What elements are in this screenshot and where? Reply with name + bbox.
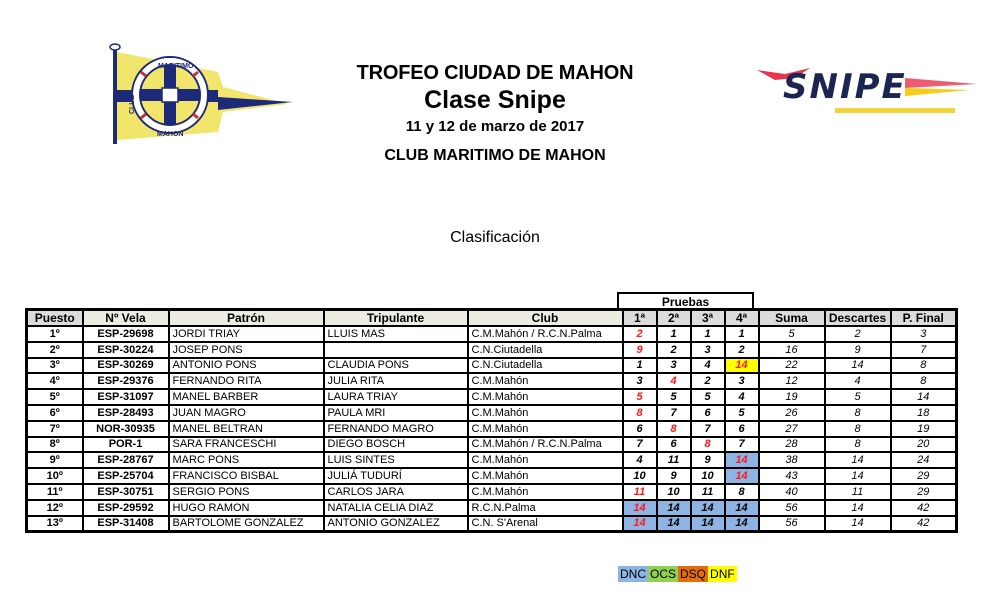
helm-cell: MANEL BARBER xyxy=(169,389,324,405)
crew-cell: LAURA TRIAY xyxy=(324,389,468,405)
race-1-cell: 7 xyxy=(623,437,657,453)
race-2-cell: 5 xyxy=(657,389,691,405)
club-maritimo-mahon-logo xyxy=(108,42,298,147)
race-1-cell: 2 xyxy=(623,326,657,342)
club-cell: C.M.Mahón / R.C.N.Palma xyxy=(468,326,623,342)
final-points-cell: 20 xyxy=(891,437,957,453)
race-4-cell: 14 xyxy=(725,500,759,516)
event-title: TROFEO CIUDAD DE MAHON xyxy=(356,62,634,84)
col-race-3: 3ª xyxy=(691,310,725,327)
sail-number-cell: ESP-30224 xyxy=(83,342,169,358)
race-4-cell: 3 xyxy=(725,373,759,389)
race-2-cell: 4 xyxy=(657,373,691,389)
table-row xyxy=(27,468,957,484)
position-cell: 13º xyxy=(27,516,83,532)
race-1-cell: 11 xyxy=(623,484,657,500)
position-cell: 5º xyxy=(27,389,83,405)
race-4-cell: 4 xyxy=(725,389,759,405)
race-2-cell: 8 xyxy=(657,421,691,437)
sail-number-cell: ESP-29592 xyxy=(83,500,169,516)
helm-cell: BARTOLOME GONZALEZ xyxy=(169,516,324,532)
helm-cell: SERGIO PONS xyxy=(169,484,324,500)
club-cell: C.M.Mahón xyxy=(468,484,623,500)
table-header-row xyxy=(27,310,957,327)
race-3-cell: 7 xyxy=(691,421,725,437)
race-3-cell: 14 xyxy=(691,500,725,516)
discards-cell: 8 xyxy=(825,437,891,453)
discards-cell: 5 xyxy=(825,389,891,405)
sail-number-cell: ESP-30269 xyxy=(83,358,169,374)
race-2-cell: 14 xyxy=(657,516,691,532)
total-cell: 26 xyxy=(759,405,825,421)
col-patron: Patrón xyxy=(169,310,324,327)
race-1-cell: 1 xyxy=(623,358,657,374)
final-points-cell: 3 xyxy=(891,326,957,342)
table-row xyxy=(27,421,957,437)
discards-cell: 11 xyxy=(825,484,891,500)
club-cell: R.C.N.Palma xyxy=(468,500,623,516)
col-club: Club xyxy=(468,310,623,327)
helm-cell: JORDI TRIAY xyxy=(169,326,324,342)
club-cell: C.N. S'Arenal xyxy=(468,516,623,532)
total-cell: 38 xyxy=(759,452,825,468)
position-cell: 12º xyxy=(27,500,83,516)
section-title: Clasificación xyxy=(450,229,540,246)
table-row xyxy=(27,500,957,516)
helm-cell: SARA FRANCESCHI xyxy=(169,437,324,453)
club-cell: C.M.Mahón / R.C.N.Palma xyxy=(468,437,623,453)
race-2-cell: 3 xyxy=(657,358,691,374)
final-points-cell: 8 xyxy=(891,358,957,374)
crew-cell: CARLOS JARA xyxy=(324,484,468,500)
total-cell: 56 xyxy=(759,516,825,532)
table-row xyxy=(27,389,957,405)
sail-number-cell: ESP-31408 xyxy=(83,516,169,532)
col-vela: Nº Vela xyxy=(83,310,169,327)
race-2-cell: 7 xyxy=(657,405,691,421)
race-1-cell: 8 xyxy=(623,405,657,421)
final-points-cell: 14 xyxy=(891,389,957,405)
club-cell: C.N.Ciutadella xyxy=(468,358,623,374)
race-4-cell: 14 xyxy=(725,452,759,468)
total-cell: 22 xyxy=(759,358,825,374)
helm-cell: ANTONIO PONS xyxy=(169,358,324,374)
discards-cell: 9 xyxy=(825,342,891,358)
race-3-cell: 11 xyxy=(691,484,725,500)
total-cell: 43 xyxy=(759,468,825,484)
event-class: Clase Snipe xyxy=(424,86,566,114)
total-cell: 56 xyxy=(759,500,825,516)
race-4-cell: 14 xyxy=(725,468,759,484)
race-3-cell: 10 xyxy=(691,468,725,484)
col-race-1: 1ª xyxy=(623,310,657,327)
total-cell: 28 xyxy=(759,437,825,453)
race-1-cell: 10 xyxy=(623,468,657,484)
svg-text:SNIPE: SNIPE xyxy=(783,67,907,107)
table-row xyxy=(27,373,957,389)
svg-text:MAHON: MAHON xyxy=(157,131,184,138)
legend-dnf: DNF xyxy=(710,567,735,581)
table-row xyxy=(27,516,957,532)
total-cell: 16 xyxy=(759,342,825,358)
final-points-cell: 24 xyxy=(891,452,957,468)
race-3-cell: 2 xyxy=(691,373,725,389)
final-points-cell: 18 xyxy=(891,405,957,421)
legend-dsq: DSQ xyxy=(680,567,707,581)
final-points-cell: 19 xyxy=(891,421,957,437)
helm-cell: MARC PONS xyxy=(169,452,324,468)
col-final: P. Final xyxy=(891,310,957,327)
crew-cell: JULIA RITA xyxy=(324,373,468,389)
discards-cell: 14 xyxy=(825,500,891,516)
sail-number-cell: NOR-30935 xyxy=(83,421,169,437)
crew-cell: PAULA MRI xyxy=(324,405,468,421)
crew-cell: FERNANDO MAGRO xyxy=(324,421,468,437)
discards-cell: 4 xyxy=(825,373,891,389)
position-cell: 11º xyxy=(27,484,83,500)
sail-number-cell: ESP-29698 xyxy=(83,326,169,342)
legend-dnc: DNC xyxy=(620,567,646,581)
col-tripulante: Tripulante xyxy=(324,310,468,327)
discards-cell: 8 xyxy=(825,405,891,421)
race-4-cell: 6 xyxy=(725,421,759,437)
race-3-cell: 1 xyxy=(691,326,725,342)
race-1-cell: 5 xyxy=(623,389,657,405)
race-1-cell: 9 xyxy=(623,342,657,358)
club-cell: C.M.Mahón xyxy=(468,452,623,468)
sail-number-cell: POR-1 xyxy=(83,437,169,453)
discards-cell: 14 xyxy=(825,516,891,532)
club-cell: C.M.Mahón xyxy=(468,421,623,437)
race-2-cell: 1 xyxy=(657,326,691,342)
final-points-cell: 8 xyxy=(891,373,957,389)
svg-text:MARITIMO: MARITIMO xyxy=(158,63,194,70)
helm-cell: MANEL BELTRAN xyxy=(169,421,324,437)
final-points-cell: 29 xyxy=(891,484,957,500)
discards-cell: 2 xyxy=(825,326,891,342)
position-cell: 7º xyxy=(27,421,83,437)
sail-number-cell: ESP-28493 xyxy=(83,405,169,421)
table-row xyxy=(27,452,957,468)
sail-number-cell: ESP-28767 xyxy=(83,452,169,468)
race-3-cell: 6 xyxy=(691,405,725,421)
table-row xyxy=(27,342,957,358)
discards-cell: 14 xyxy=(825,358,891,374)
position-cell: 8º xyxy=(27,437,83,453)
race-3-cell: 8 xyxy=(691,437,725,453)
helm-cell: FRANCISCO BISBAL xyxy=(169,468,324,484)
helm-cell: HUGO RAMON xyxy=(169,500,324,516)
club-cell: C.M.Mahón xyxy=(468,373,623,389)
race-4-cell: 5 xyxy=(725,405,759,421)
results-body xyxy=(27,326,957,531)
discards-cell: 14 xyxy=(825,468,891,484)
total-cell: 5 xyxy=(759,326,825,342)
position-cell: 6º xyxy=(27,405,83,421)
col-race-2: 2ª xyxy=(657,310,691,327)
race-4-cell: 8 xyxy=(725,484,759,500)
race-3-cell: 3 xyxy=(691,342,725,358)
race-2-cell: 10 xyxy=(657,484,691,500)
total-cell: 40 xyxy=(759,484,825,500)
position-cell: 2º xyxy=(27,342,83,358)
race-2-cell: 2 xyxy=(657,342,691,358)
snipe-icon xyxy=(755,58,980,118)
club-cell: C.M.Mahón xyxy=(468,389,623,405)
crew-cell: NATALIA CELIA DIAZ xyxy=(324,500,468,516)
snipe-logo xyxy=(755,58,980,118)
race-3-cell: 9 xyxy=(691,452,725,468)
helm-cell: JUAN MAGRO xyxy=(169,405,324,421)
sail-number-cell: ESP-30751 xyxy=(83,484,169,500)
col-descartes: Descartes xyxy=(825,310,891,327)
race-4-cell: 14 xyxy=(725,516,759,532)
position-cell: 10º xyxy=(27,468,83,484)
table-row xyxy=(27,484,957,500)
table-row xyxy=(27,437,957,453)
race-1-cell: 14 xyxy=(623,500,657,516)
col-puesto: Puesto xyxy=(27,310,83,327)
sail-number-cell: ESP-29376 xyxy=(83,373,169,389)
final-points-cell: 42 xyxy=(891,516,957,532)
position-cell: 1º xyxy=(27,326,83,342)
race-4-cell: 14 xyxy=(725,358,759,374)
crew-cell xyxy=(324,342,468,358)
position-cell: 4º xyxy=(27,373,83,389)
total-cell: 12 xyxy=(759,373,825,389)
burgee-icon xyxy=(108,42,298,147)
race-1-cell: 3 xyxy=(623,373,657,389)
crew-cell: LUIS SINTES xyxy=(324,452,468,468)
total-cell: 27 xyxy=(759,421,825,437)
crew-cell: LLUIS MAS xyxy=(324,326,468,342)
event-organizer: CLUB MARITIMO DE MAHON xyxy=(384,147,606,164)
club-cell: C.M.Mahón xyxy=(468,405,623,421)
race-3-cell: 5 xyxy=(691,389,725,405)
race-1-cell: 6 xyxy=(623,421,657,437)
race-2-cell: 6 xyxy=(657,437,691,453)
race-4-cell: 1 xyxy=(725,326,759,342)
race-4-cell: 2 xyxy=(725,342,759,358)
race-1-cell: 4 xyxy=(623,452,657,468)
crew-cell: CLAUDIA PONS xyxy=(324,358,468,374)
pruebas-group-header: Pruebas xyxy=(617,292,754,311)
crew-cell: JULIÁ TUDURÍ xyxy=(324,468,468,484)
final-points-cell: 7 xyxy=(891,342,957,358)
race-2-cell: 11 xyxy=(657,452,691,468)
crew-cell: ANTONIO GONZALEZ xyxy=(324,516,468,532)
helm-cell: FERNANDO RITA xyxy=(169,373,324,389)
final-points-cell: 29 xyxy=(891,468,957,484)
final-points-cell: 42 xyxy=(891,500,957,516)
race-4-cell: 7 xyxy=(725,437,759,453)
race-3-cell: 4 xyxy=(691,358,725,374)
club-cell: C.M.Mahón xyxy=(468,468,623,484)
results-table xyxy=(25,308,958,533)
race-2-cell: 9 xyxy=(657,468,691,484)
crew-cell: DIEGO BOSCH xyxy=(324,437,468,453)
table-row xyxy=(27,358,957,374)
legend xyxy=(618,566,737,582)
club-cell: C.N.Ciutadella xyxy=(468,342,623,358)
race-2-cell: 14 xyxy=(657,500,691,516)
event-dates: 11 y 12 de marzo de 2017 xyxy=(405,118,585,135)
legend-ocs: OCS xyxy=(650,567,677,581)
sail-number-cell: ESP-25704 xyxy=(83,468,169,484)
table-row xyxy=(27,326,957,342)
table-row xyxy=(27,405,957,421)
col-race-4: 4ª xyxy=(725,310,759,327)
sail-number-cell: ESP-31097 xyxy=(83,389,169,405)
helm-cell: JOSEP PONS xyxy=(169,342,324,358)
position-cell: 3º xyxy=(27,358,83,374)
discards-cell: 8 xyxy=(825,421,891,437)
svg-text:CLUB: CLUB xyxy=(129,94,136,114)
total-cell: 19 xyxy=(759,389,825,405)
discards-cell: 14 xyxy=(825,452,891,468)
col-suma: Suma xyxy=(759,310,825,327)
race-3-cell: 14 xyxy=(691,516,725,532)
position-cell: 9º xyxy=(27,452,83,468)
race-1-cell: 14 xyxy=(623,516,657,532)
